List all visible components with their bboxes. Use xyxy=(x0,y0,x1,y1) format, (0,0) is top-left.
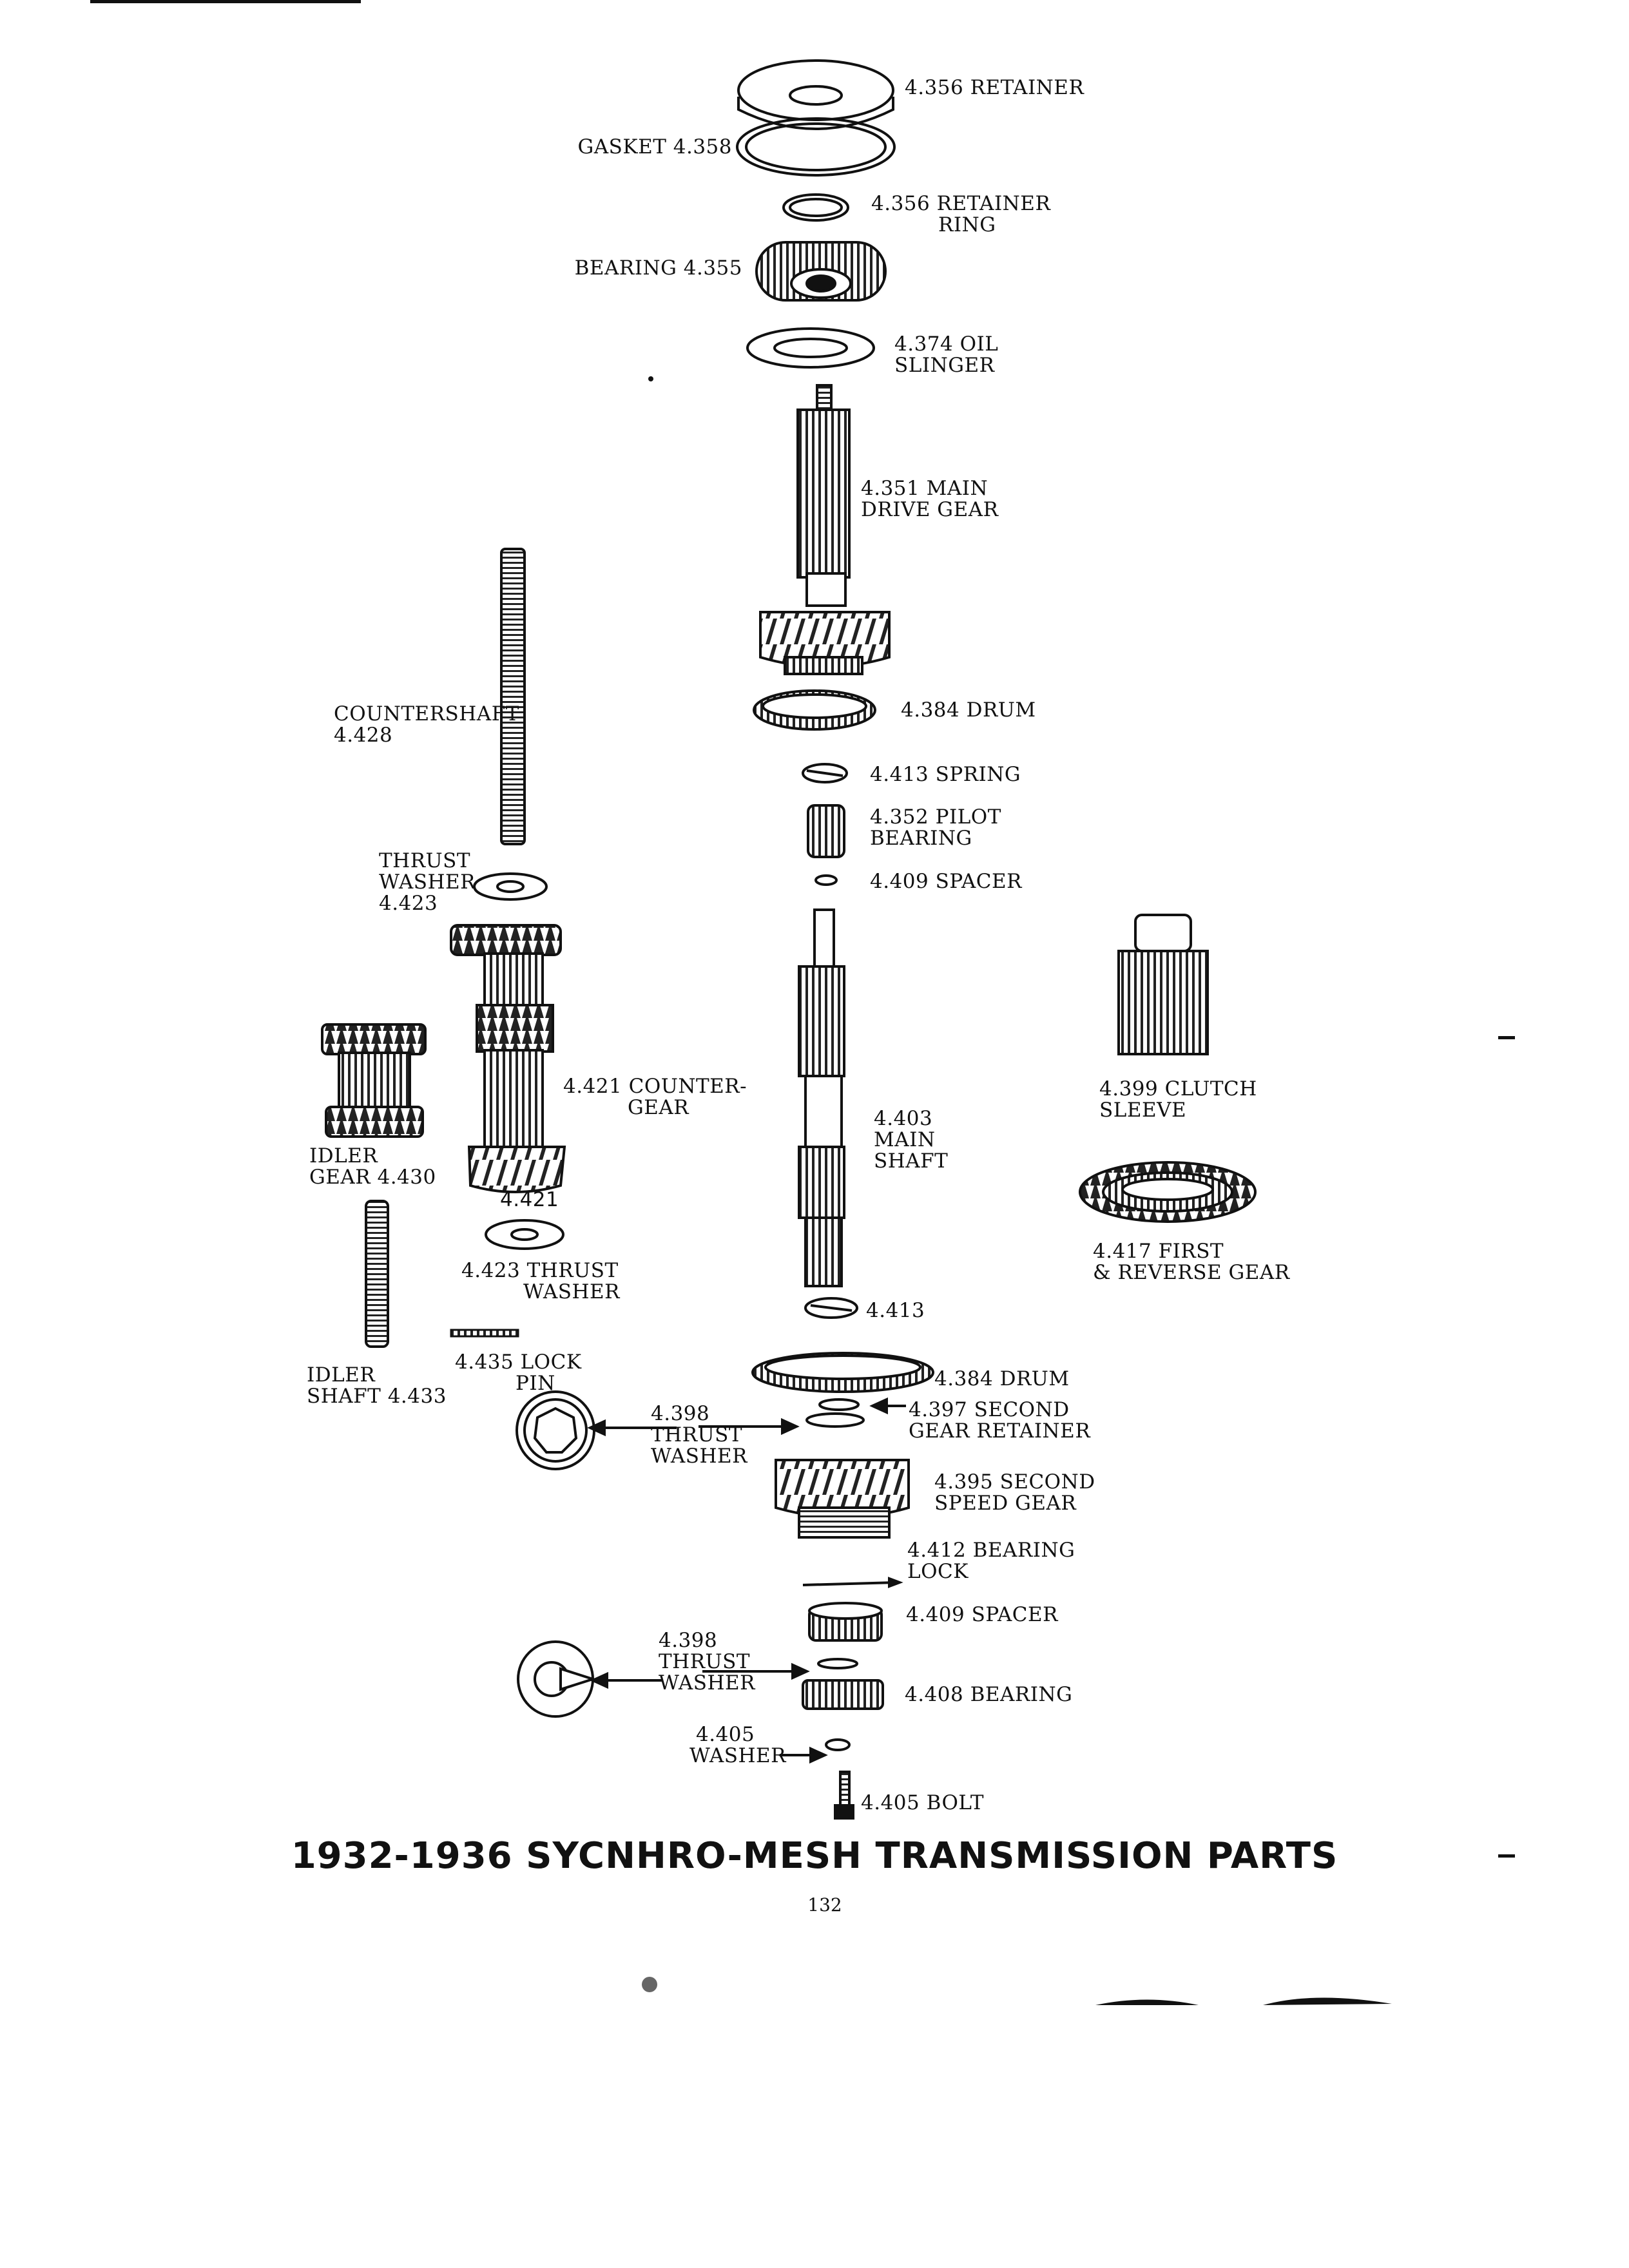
pilot-bearing-label xyxy=(870,807,1001,849)
idler-gear-label-line-2: GEAR 4.430 xyxy=(309,1166,436,1189)
thrust-washer-shaft-a-drawing xyxy=(807,1414,863,1427)
lock-pin-label xyxy=(455,1352,581,1394)
idler-shaft-label xyxy=(307,1365,447,1407)
pilot-bearing-label-line-1: 4.352 PILOT xyxy=(870,805,1001,829)
bearing-lock-drawing xyxy=(803,1579,900,1586)
main-shaft-label-line-1: 4.403 xyxy=(874,1107,933,1130)
washer-4405-label-line-2: WASHER xyxy=(689,1744,786,1767)
bearing-4408-label-line-1: 4.408 BEARING xyxy=(905,1683,1073,1706)
second-gear-retainer-drawing xyxy=(820,1399,858,1410)
spring-lower-label xyxy=(866,1300,925,1321)
idler-gear-drawing xyxy=(322,1024,425,1137)
thrust-washer-upper-label-line-2: WASHER xyxy=(379,870,476,894)
bolt-4405-label-line-1: 4.405 BOLT xyxy=(861,1791,985,1814)
bearing-4355-label xyxy=(554,258,742,279)
spacer-upper-label-line-1: 4.409 SPACER xyxy=(870,870,1022,893)
counter-gear-drawing xyxy=(451,925,564,1192)
spring-upper-drawing xyxy=(803,764,847,782)
lock-pin-label-line-2: PIN xyxy=(516,1372,555,1395)
drum-upper-label-line-1: 4.384 DRUM xyxy=(901,698,1036,722)
bolt-4405-drawing xyxy=(835,1772,853,1818)
drum-lower-label xyxy=(934,1369,1070,1390)
gasket-label-line-1: GASKET 4.358 xyxy=(577,135,732,159)
thrust-washer-upper-label xyxy=(379,850,476,914)
bearing-lock-label-line-1: 4.412 BEARING xyxy=(907,1539,1075,1562)
washer-4405-label xyxy=(689,1724,786,1767)
spacer-upper-drawing xyxy=(816,876,836,885)
first-reverse-gear-label-line-1: 4.417 FIRST xyxy=(1093,1240,1224,1263)
spring-lower-label-line-1: 4.413 xyxy=(866,1299,925,1322)
drum-lower-label-line-1: 4.384 DRUM xyxy=(934,1367,1070,1390)
second-speed-gear-drawing xyxy=(776,1460,909,1537)
thrust-washer-lower-label-line-1: 4.423 THRUST xyxy=(461,1259,619,1282)
thrust-washer-upper-drawing xyxy=(474,874,546,899)
counter-gear-label-line-2: GEAR xyxy=(628,1096,689,1119)
counter-gear-number-line-1: 4.421 xyxy=(500,1188,559,1211)
counter-gear-number-label xyxy=(500,1189,559,1211)
spacer-upper-label xyxy=(870,871,1022,892)
clutch-sleeve-label-line-2: SLEEVE xyxy=(1099,1099,1187,1122)
washer-4405-label-line-1: 4.405 xyxy=(696,1723,755,1746)
thrust-washer-4398-b-label xyxy=(659,1630,755,1694)
thrust-washer-lower-label-line-2: WASHER xyxy=(523,1280,620,1303)
second-gear-retainer-label-line-2: GEAR RETAINER xyxy=(909,1419,1091,1443)
thrust-washer-4398-b-label-line-1: 4.398 xyxy=(659,1629,718,1652)
second-gear-retainer-label xyxy=(909,1399,1090,1442)
thrust-washer-4398-a-label-line-2: THRUST xyxy=(651,1423,743,1446)
thrust-washer-4398-a-label-line-1: 4.398 xyxy=(651,1402,710,1425)
bolt-4405-label xyxy=(861,1792,984,1814)
idler-gear-label xyxy=(309,1146,436,1188)
retainer-ring-label xyxy=(871,193,1050,236)
main-drive-gear-label-line-2: DRIVE GEAR xyxy=(861,498,999,521)
main-drive-gear-label xyxy=(861,478,998,521)
spacer-lower-label xyxy=(906,1604,1058,1626)
thrust-washer-lower-label xyxy=(461,1260,620,1303)
bearing-lock-label-line-2: LOCK xyxy=(907,1560,969,1583)
oil-slinger-label-line-1: 4.374 OIL xyxy=(894,332,999,356)
countershaft-label-line-2: 4.428 xyxy=(334,724,393,747)
lock-pin-label-line-1: 4.435 LOCK xyxy=(455,1350,582,1374)
countershaft-drawing xyxy=(501,549,525,844)
second-gear-retainer-label-line-1: 4.397 SECOND xyxy=(909,1398,1070,1421)
main-shaft-label xyxy=(874,1108,948,1172)
retainer-ring-label-line-1: 4.356 RETAINER xyxy=(871,192,1051,215)
spring-lower-drawing xyxy=(805,1298,857,1318)
drum-lower-drawing xyxy=(753,1353,933,1392)
drum-upper-label xyxy=(901,700,1036,721)
pilot-bearing-label-line-2: BEARING xyxy=(870,827,972,850)
thrust-washer-4398-b-label-line-3: WASHER xyxy=(659,1671,755,1695)
countershaft-label-line-1: COUNTERSHAFT xyxy=(334,702,519,726)
retainer-label xyxy=(905,77,1084,99)
thrust-washer-upper-label-line-3: 4.423 xyxy=(379,892,438,915)
bearing-lock-label xyxy=(907,1540,1075,1582)
second-speed-gear-label xyxy=(934,1472,1095,1514)
thrust-washer-4398-a-label-line-3: WASHER xyxy=(651,1445,747,1468)
retainer-ring-label-line-2: RING xyxy=(938,213,996,236)
first-reverse-gear-drawing xyxy=(1080,1162,1255,1222)
bearing-4408-label xyxy=(905,1684,1072,1706)
bearing-4355-drawing xyxy=(757,242,885,300)
oil-slinger-drawing xyxy=(747,329,874,367)
main-drive-gear-label-line-1: 4.351 MAIN xyxy=(861,477,988,500)
clutch-sleeve-drawing xyxy=(1119,915,1208,1054)
main-shaft-label-line-3: SHAFT xyxy=(874,1149,949,1173)
idler-gear-label-line-1: IDLER xyxy=(309,1144,378,1168)
first-reverse-gear-label-line-2: & REVERSE GEAR xyxy=(1093,1261,1290,1284)
second-speed-gear-label-line-2: SPEED GEAR xyxy=(934,1492,1077,1515)
counter-gear-label xyxy=(563,1076,747,1119)
idler-shaft-label-line-2: SHAFT 4.433 xyxy=(307,1385,447,1408)
lock-pin-drawing xyxy=(451,1330,518,1336)
countershaft-label xyxy=(334,704,519,746)
main-shaft-drawing xyxy=(799,910,844,1286)
thrust-washer-4398-a-label xyxy=(651,1403,747,1467)
main-drive-gear-drawing xyxy=(760,385,889,674)
spring-upper-label-line-1: 4.413 SPRING xyxy=(870,763,1021,786)
retainer-ring-drawing xyxy=(784,195,848,220)
washer-4405-drawing xyxy=(826,1740,849,1750)
bearing-4408-drawing xyxy=(803,1680,883,1709)
page-title: 1932-1936 SYCNHRO-MESH TRANSMISSION PARTS xyxy=(291,1835,1338,1877)
clutch-sleeve-label xyxy=(1099,1079,1257,1121)
counter-gear-label-line-1: 4.421 COUNTER- xyxy=(563,1075,747,1098)
spacer-lower-label-line-1: 4.409 SPACER xyxy=(906,1603,1058,1626)
clutch-sleeve-label-line-1: 4.399 CLUTCH xyxy=(1099,1077,1257,1100)
second-speed-gear-label-line-1: 4.395 SECOND xyxy=(934,1470,1095,1494)
thrust-washer-upper-label-line-1: THRUST xyxy=(379,849,471,872)
idler-shaft-drawing xyxy=(366,1201,388,1347)
thrust-washer-shaft-b-drawing xyxy=(818,1659,857,1668)
drum-upper-drawing xyxy=(754,691,875,729)
gasket-drawing xyxy=(737,119,894,175)
spacer-lower-drawing xyxy=(809,1603,882,1640)
bearing-4355-label-line-1: BEARING 4.355 xyxy=(574,256,742,280)
pilot-bearing-drawing xyxy=(808,805,844,857)
thrust-washer-4398-b-label-line-2: THRUST xyxy=(659,1650,751,1673)
spring-upper-label xyxy=(870,764,1021,785)
thrust-washer-4398-a-detail xyxy=(517,1392,594,1469)
first-reverse-gear-label xyxy=(1093,1241,1290,1283)
thrust-washer-4398-b-detail xyxy=(518,1642,593,1716)
idler-shaft-label-line-1: IDLER xyxy=(307,1363,376,1387)
thrust-washer-lower-drawing xyxy=(486,1220,563,1249)
page-number: 132 xyxy=(807,1894,842,1916)
retainer-label-line-1: 4.356 RETAINER xyxy=(905,76,1084,99)
oil-slinger-label-line-2: SLINGER xyxy=(894,354,995,377)
oil-slinger-label xyxy=(894,334,998,376)
main-shaft-label-line-2: MAIN xyxy=(874,1128,936,1151)
gasket-label xyxy=(554,137,732,158)
